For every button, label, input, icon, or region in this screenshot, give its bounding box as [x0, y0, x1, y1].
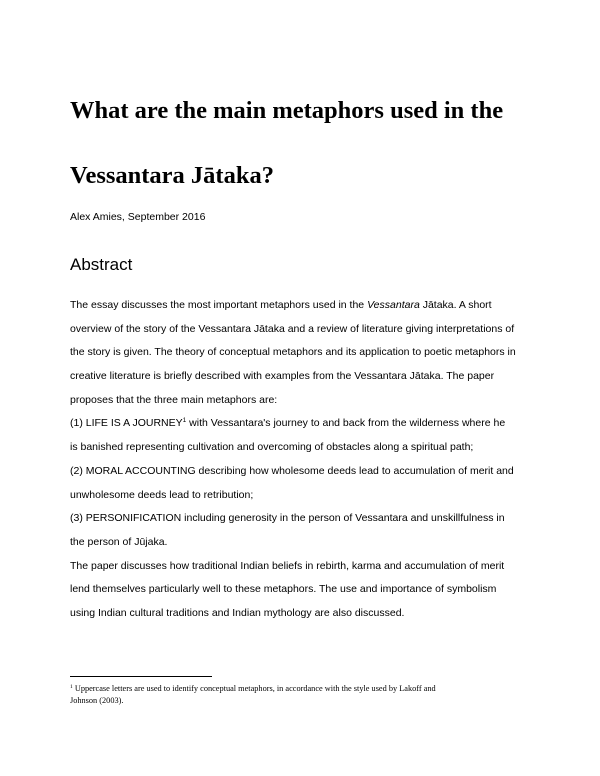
paper-title — [70, 88, 550, 218]
abstract-line — [70, 412, 540, 436]
footnote-separator — [70, 676, 212, 677]
abstract-line: the person of Jūjaka. — [70, 535, 168, 548]
abstract-line: is banished representing cultivation and overcoming of obstacles along a spiritual path; — [70, 441, 474, 454]
abstract-line: (2) MORAL ACCOUNTING describing how wholesome deeds lead to accumulation of merit and — [70, 464, 514, 477]
abstract-line: proposes that the three main metaphors are: — [70, 393, 278, 406]
abstract-line — [70, 294, 540, 318]
footnote-reference[interactable]: 1 — [182, 417, 187, 425]
footnote-line — [70, 683, 540, 695]
author-date-line: Alex Amies, September 2016 — [70, 211, 206, 223]
abstract-text: with Vessantara's journey to and back from the wilderness where he — [186, 417, 506, 430]
abstract-line: lend themselves particularly well to these metaphors. The use and importance of symbolism — [70, 583, 497, 596]
abstract-line: using Indian cultural traditions and Indian mythology are also discussed. — [70, 606, 405, 619]
abstract-text: The essay discusses the most important metaphors used in the — [70, 299, 368, 311]
footnote-number: 1 — [70, 684, 73, 690]
abstract-text: (1) LIFE IS A JOURNEY — [70, 417, 183, 430]
italic-term: Vessantara — [367, 299, 420, 311]
footnote-text: Uppercase letters are used to identify conceptual metaphors, in accordance with the style used by Lakoff and — [72, 684, 436, 693]
title-line: Vessantara Jātaka? — [70, 162, 274, 189]
abstract-line: The paper discusses how traditional Indian beliefs in rebirth, karma and accumulation of merit — [70, 559, 505, 572]
abstract-heading: Abstract — [70, 255, 133, 274]
footnote — [70, 683, 540, 707]
title-line: What are the main metaphors used in the — [70, 97, 504, 124]
footnote-line: Johnson (2003). — [70, 696, 124, 705]
abstract-line: (3) PERSONIFICATION including generosity in the person of Vessantara and unskillfulness in — [70, 512, 505, 525]
abstract-line: creative literature is briefly described with examples from the Vessantara Jātaka. The paper — [70, 370, 495, 383]
abstract-body — [70, 294, 540, 626]
abstract-line: overview of the story of the Vessantara Jātaka and a review of literature giving interpretations of — [70, 322, 515, 335]
abstract-line: the story is given. The theory of conceptual metaphors and its application to poetic metaphors in — [70, 346, 516, 359]
abstract-line: unwholesome deeds lead to retribution; — [70, 488, 254, 501]
abstract-text: Jātaka. A short — [419, 299, 492, 311]
